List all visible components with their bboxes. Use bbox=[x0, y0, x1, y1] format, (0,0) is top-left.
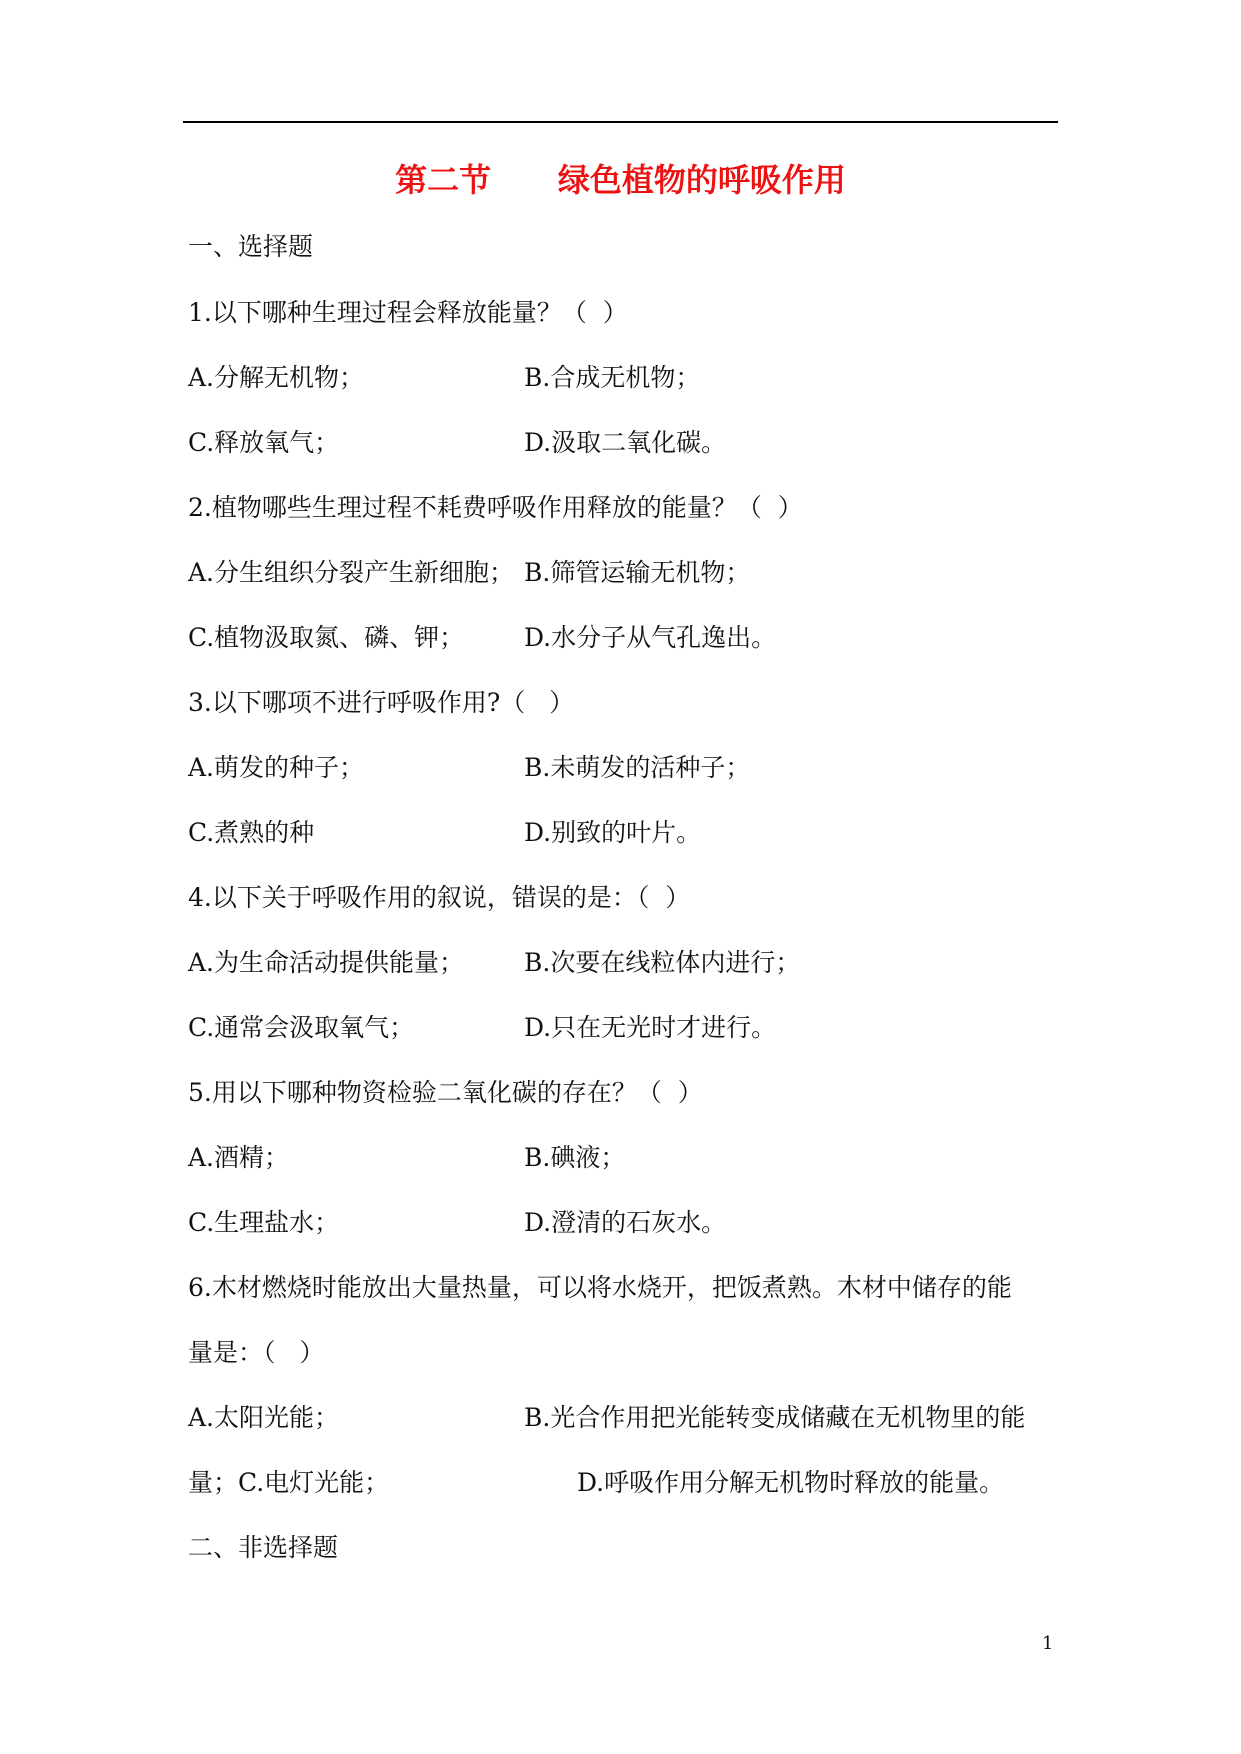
question-1-option-a: A.分解无机物； bbox=[188, 363, 365, 392]
question-4-option-b: B.次要在线粒体内进行； bbox=[524, 948, 801, 977]
section-heading-choice: 一、选择题 bbox=[188, 232, 314, 261]
question-5-option-b: B.碘液； bbox=[524, 1143, 626, 1172]
page-number: 1 bbox=[1042, 1633, 1054, 1654]
question-6-stem-line-2: 量是：（ ） bbox=[188, 1338, 325, 1367]
question-3-option-c: C.煮熟的种 bbox=[188, 818, 315, 847]
question-6-stem-line-1: 6.木材燃烧时能放出大量热量，可以将水烧开，把饭煮熟。木材中储存的能 bbox=[188, 1273, 1012, 1302]
question-6-option-b: B.光合作用把光能转变成储藏在无机物里的能 bbox=[524, 1403, 1026, 1432]
question-6-option-c: 量；C.电灯光能； bbox=[188, 1468, 390, 1497]
question-5-option-a: A.酒精； bbox=[188, 1143, 290, 1172]
question-2-option-c: C.植物汲取氮、磷、钾； bbox=[188, 623, 465, 652]
section-heading-nonchoice: 二、非选择题 bbox=[188, 1533, 339, 1562]
question-6-option-d: D.呼吸作用分解无机物时释放的能量。 bbox=[577, 1468, 1005, 1497]
question-2-option-a: A.分生组织分裂产生新细胞； bbox=[188, 558, 515, 587]
question-4-option-d: D.只在无光时才进行。 bbox=[524, 1013, 777, 1042]
question-3-option-b: B.未萌发的活种子； bbox=[524, 753, 751, 782]
question-4-option-c: C.通常会汲取氧气； bbox=[188, 1013, 415, 1042]
question-1-option-b: B.合成无机物； bbox=[524, 363, 701, 392]
question-6-option-a: A.太阳光能； bbox=[188, 1403, 340, 1432]
page-title: 第二节 绿色植物的呼吸作用 bbox=[395, 161, 846, 199]
header-rule bbox=[183, 121, 1058, 123]
question-3-option-d: D.别致的叶片。 bbox=[524, 818, 702, 847]
question-4-stem: 4.以下关于呼吸作用的叙说，错误的是：（ ） bbox=[188, 883, 691, 912]
question-4-option-a: A.为生命活动提供能量； bbox=[188, 948, 465, 977]
question-1-option-d: D.汲取二氧化碳。 bbox=[524, 428, 727, 457]
question-2-option-b: B.筛管运输无机物； bbox=[524, 558, 751, 587]
question-2-stem: 2.植物哪些生理过程不耗费呼吸作用释放的能量？（ ） bbox=[188, 493, 803, 522]
question-1-stem: 1.以下哪种生理过程会释放能量？（ ） bbox=[188, 298, 628, 327]
question-5-option-c: C.生理盐水； bbox=[188, 1208, 340, 1237]
question-3-option-a: A.萌发的种子； bbox=[188, 753, 365, 782]
question-5-stem: 5.用以下哪种物资检验二氧化碳的存在？（ ） bbox=[188, 1078, 703, 1107]
question-3-stem: 3.以下哪项不进行呼吸作用?（ ） bbox=[188, 688, 575, 717]
question-5-option-d: D.澄清的石灰水。 bbox=[524, 1208, 727, 1237]
question-2-option-d: D.水分子从气孔逸出。 bbox=[524, 623, 777, 652]
question-1-option-c: C.释放氧气； bbox=[188, 428, 340, 457]
